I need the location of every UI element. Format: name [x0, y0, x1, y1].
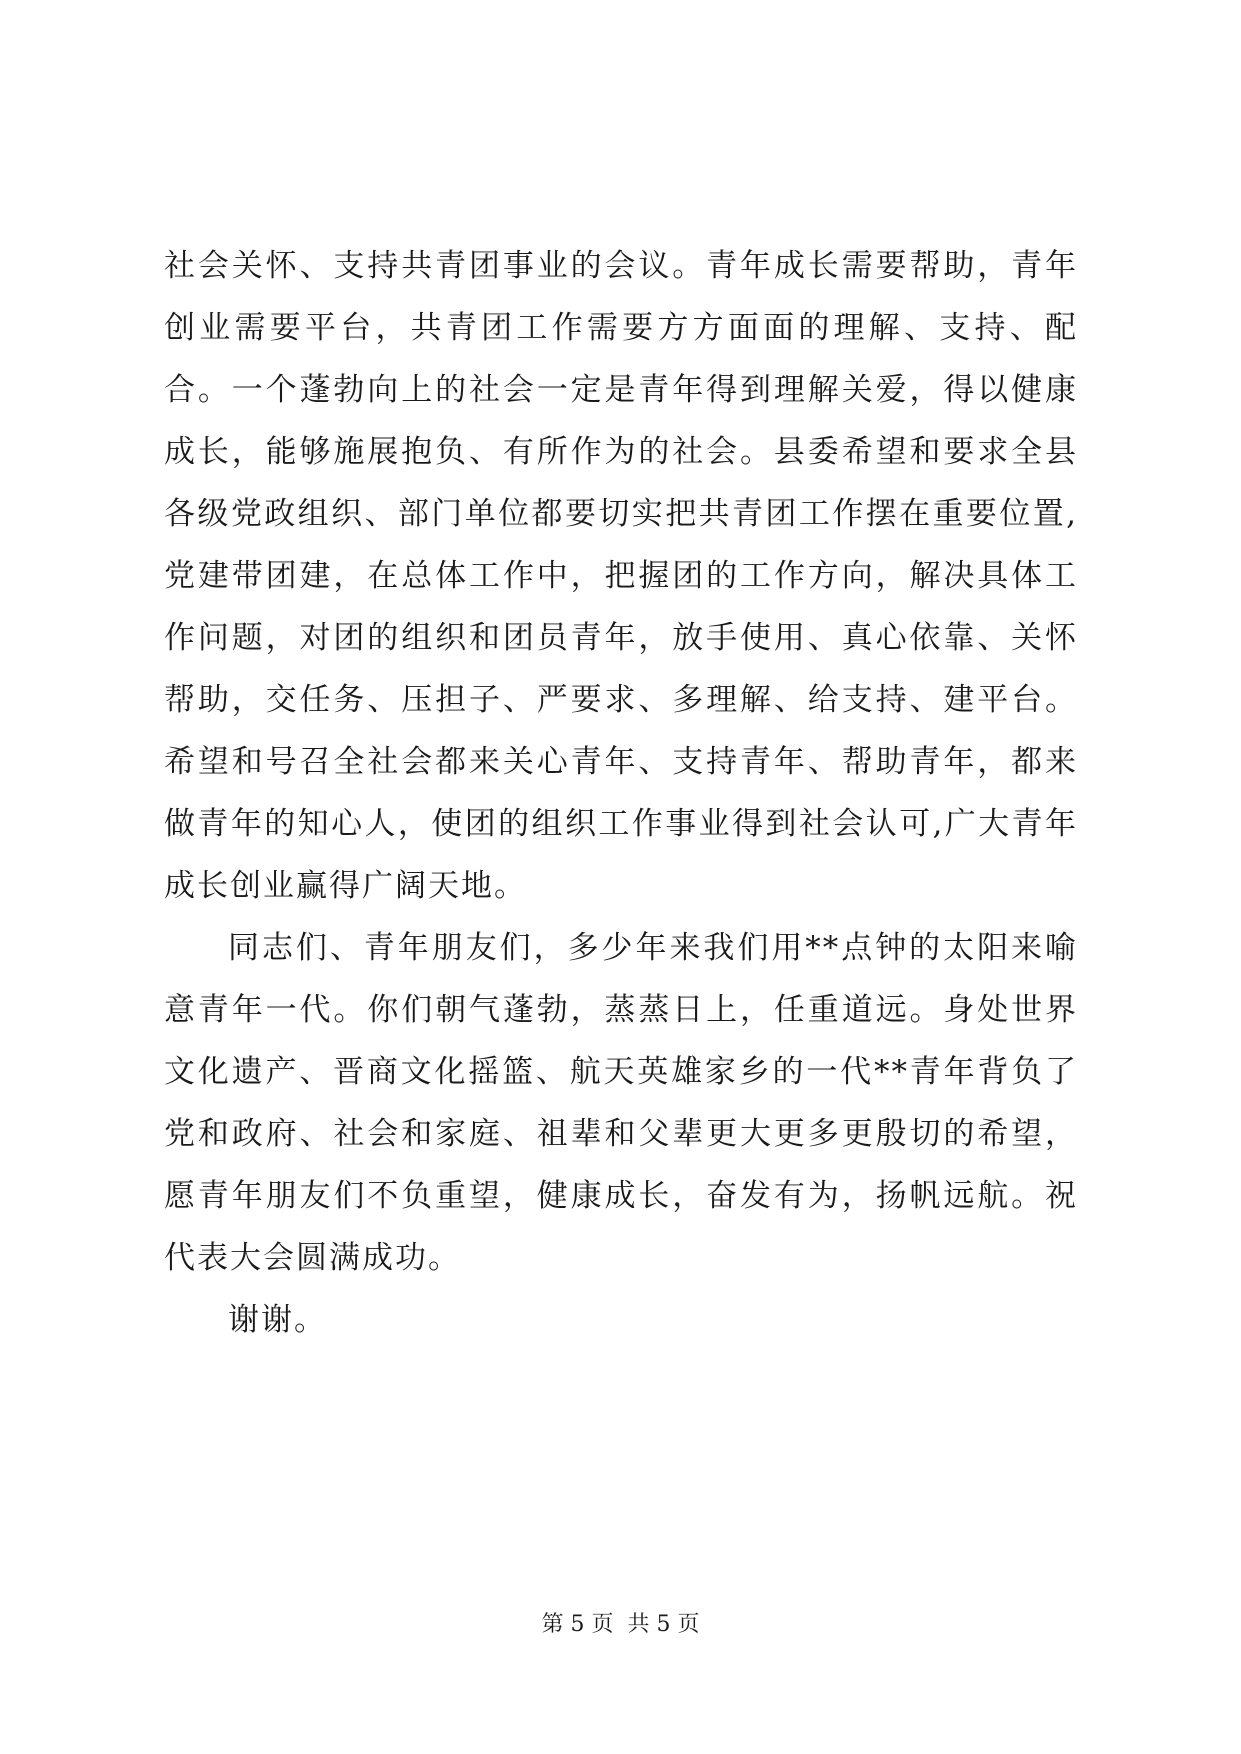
page-total-label: 共 5 页: [627, 1612, 700, 1637]
document-body: [164, 235, 1078, 1351]
page-number-label: 第 5 页: [541, 1612, 614, 1637]
footer-spacer: [614, 1612, 628, 1637]
paragraph-2: 同志们、青年朋友们，多少年来我们用**点钟的太阳来喻意青年一代。你们朝气蓬勃，蒸蒸日上，任重道远。身处世界文化遗产、晋商文化摇篮、航天英雄家乡的一代**青年背负了党和政府、社会和家庭、祖辈和父辈更大更多更殷切的希望，愿青年朋友们不负重望，健康成长，奋发有为，扬帆远航。祝代表大会圆满成功。: [164, 930, 1078, 1276]
paragraph-1: 社会关怀、支持共青团事业的会议。青年成长需要帮助，青年创业需要平台，共青团工作需要方方面面的理解、支持、配合。一个蓬勃向上的社会一定是青年得到理解关爱，得以健康成长，能够施展抱负、有所作为的社会。县委希望和要求全县各级党政组织、部门单位都要切实把共青团工作摆在重要位置,党建带团建，在总体工作中，把握团的工作方向，解决具体工作问题，对团的组织和团员青年，放手使用、真心依靠、关怀帮助，交任务、压担子、严要求、多理解、给支持、建平台。希望和号召全社会都来关心青年、支持青年、帮助青年，都来做青年的知心人，使团的组织工作事业得到社会认可,广大青年成长创业赢得广阔天地。: [164, 248, 1078, 904]
paragraph-3: 谢谢。: [228, 1302, 327, 1338]
page-footer: [0, 1610, 1241, 1640]
